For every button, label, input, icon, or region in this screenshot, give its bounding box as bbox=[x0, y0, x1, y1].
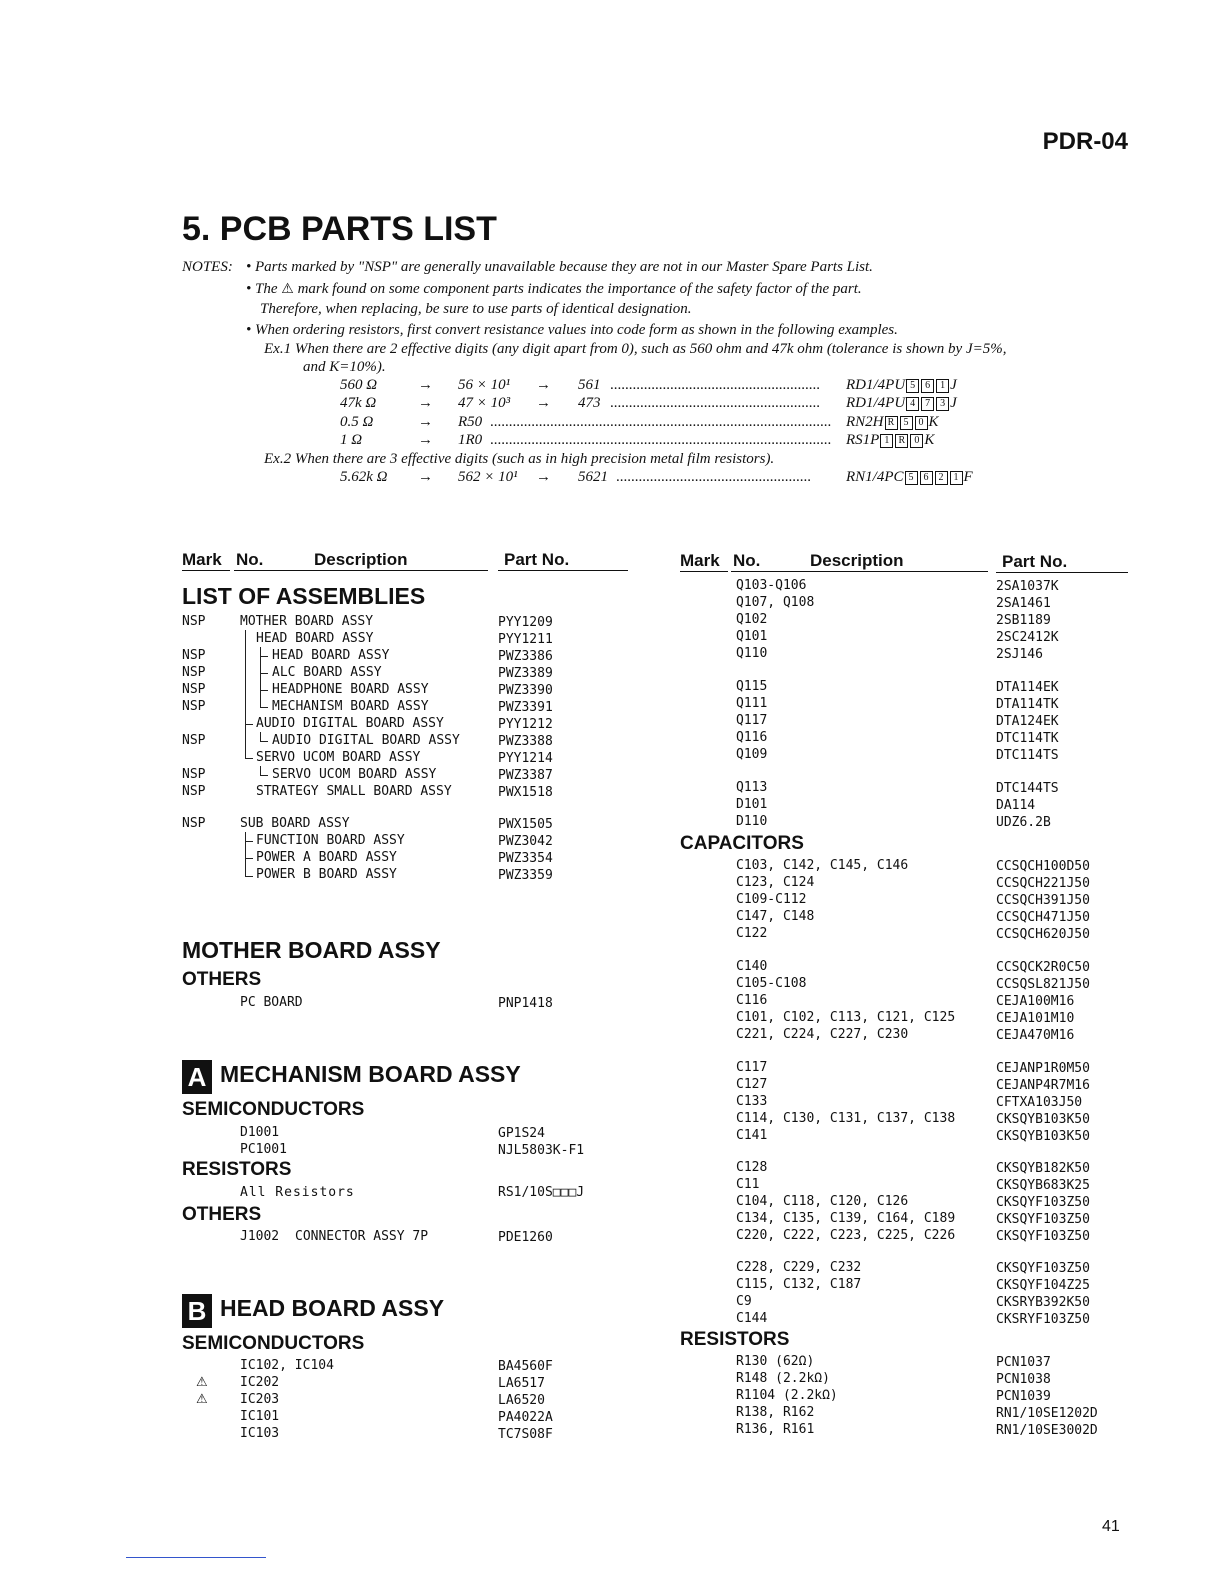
hdr-rule bbox=[498, 570, 628, 571]
list-item: D1001 bbox=[240, 1125, 280, 1140]
arrow-icon: → bbox=[418, 432, 433, 448]
example-value: 0.5 Ω bbox=[340, 414, 374, 430]
assembly-part: PWZ3386 bbox=[498, 649, 553, 664]
list-item-part: CKSQYF103Z50 bbox=[996, 1229, 1090, 1244]
list-item: IC203 bbox=[240, 1392, 280, 1407]
list-item: C103, C142, C145, C146 bbox=[736, 858, 909, 873]
list-item-part: 2SA1037K bbox=[996, 579, 1059, 594]
mech-semiconductors-heading: SEMICONDUCTORS bbox=[182, 1099, 365, 1120]
list-item-part: NJL5803K-F1 bbox=[498, 1143, 585, 1158]
tolerance: K bbox=[928, 414, 939, 430]
tree-branch bbox=[260, 656, 268, 657]
list-item-part: RN1/10SE1202D bbox=[996, 1406, 1098, 1421]
assembly-desc: SERVO UCOM BOARD ASSY bbox=[272, 767, 437, 782]
tree-branch bbox=[245, 724, 253, 725]
leader-dots: ........................................................ bbox=[610, 395, 820, 411]
tolerance: K bbox=[924, 432, 935, 448]
assembly-desc: POWER B BOARD ASSY bbox=[256, 867, 397, 882]
digit-box: 1 bbox=[880, 434, 893, 448]
mech-others-heading: OTHERS bbox=[182, 1204, 262, 1225]
example-1-heading-cont: and K=10%). bbox=[303, 359, 386, 375]
tree-branch bbox=[245, 876, 253, 877]
assembly-mark: NSP bbox=[182, 767, 206, 782]
part-prefix: RN2H bbox=[846, 414, 884, 430]
list-item-part: PCN1039 bbox=[996, 1389, 1051, 1404]
digit-box: 1 bbox=[950, 471, 963, 485]
assembly-mark: NSP bbox=[182, 733, 206, 748]
list-item-part: DTA124EK bbox=[996, 714, 1059, 729]
list-item-part: UDZ6.2B bbox=[996, 815, 1051, 830]
mechanism-board-label: MECHANISM BOARD ASSY bbox=[220, 1061, 521, 1087]
note-2a: • The bbox=[246, 281, 278, 297]
list-item-part: CKSRYB392K50 bbox=[996, 1295, 1090, 1310]
tree-branch bbox=[260, 707, 268, 708]
example-code: 561 bbox=[578, 377, 601, 393]
assembly-part: PWX1505 bbox=[498, 817, 553, 832]
list-item: Q115 bbox=[736, 679, 768, 694]
list-item: C116 bbox=[736, 993, 768, 1008]
list-item: Q109 bbox=[736, 747, 768, 762]
list-item-part: CKSQYF103Z50 bbox=[996, 1195, 1090, 1210]
list-item-part: CCSQSL821J50 bbox=[996, 977, 1090, 992]
list-item-part: PDE1260 bbox=[498, 1230, 553, 1245]
arrow-icon: → bbox=[418, 395, 433, 411]
example-value: 5.62k Ω bbox=[340, 469, 388, 485]
list-item: PC1001 bbox=[240, 1142, 287, 1157]
list-item-part: DTC144TS bbox=[996, 781, 1059, 796]
list-item: Q107, Q108 bbox=[736, 595, 815, 610]
leader-dots: ........................................................ bbox=[610, 377, 820, 393]
hdr-rule bbox=[680, 571, 728, 572]
list-item-part: CKSQYF103Z50 bbox=[996, 1261, 1090, 1276]
list-item-part: PCN1038 bbox=[996, 1372, 1051, 1387]
assembly-part: PYY1214 bbox=[498, 751, 553, 766]
left-header-no: No. bbox=[236, 550, 264, 569]
assembly-part: PYY1212 bbox=[498, 717, 553, 732]
hdr-rule bbox=[182, 570, 230, 571]
head-board-title bbox=[182, 1294, 444, 1328]
list-item-part: PCN1037 bbox=[996, 1355, 1051, 1370]
list-item-part: DTC114TK bbox=[996, 731, 1059, 746]
left-header-part-no: Part No. bbox=[504, 550, 570, 569]
list-item: C134, C135, C139, C164, C189 bbox=[736, 1211, 956, 1226]
assembly-desc: MECHANISM BOARD ASSY bbox=[272, 699, 429, 714]
warning-icon: ⚠ bbox=[281, 282, 294, 297]
tree-line bbox=[245, 630, 246, 758]
list-item: Q113 bbox=[736, 780, 768, 795]
arrow-icon: → bbox=[536, 377, 551, 393]
list-item: Q103-Q106 bbox=[736, 578, 807, 593]
list-item: C109-C112 bbox=[736, 892, 807, 907]
list-item: Q111 bbox=[736, 696, 768, 711]
head-board-label: HEAD BOARD ASSY bbox=[220, 1295, 445, 1321]
head-semiconductors-heading: SEMICONDUCTORS bbox=[182, 1333, 365, 1354]
assembly-part: PYY1209 bbox=[498, 615, 553, 630]
mechanism-board-title bbox=[182, 1060, 521, 1094]
list-item: IC202 bbox=[240, 1375, 280, 1390]
list-item: C104, C118, C120, C126 bbox=[736, 1194, 909, 1209]
arrow-icon: → bbox=[418, 414, 433, 430]
list-item: C123, C124 bbox=[736, 875, 815, 890]
assembly-desc: SERVO UCOM BOARD ASSY bbox=[256, 750, 421, 765]
arrow-icon: → bbox=[536, 395, 551, 411]
list-item-part: CCSQCH471J50 bbox=[996, 910, 1090, 925]
list-item: R1104 (2.2kΩ) bbox=[736, 1388, 838, 1403]
example-value: 47k Ω bbox=[340, 395, 377, 411]
digit-box: 5 bbox=[906, 379, 919, 393]
list-item: R148 (2.2kΩ) bbox=[736, 1371, 830, 1386]
list-item: D110 bbox=[736, 814, 768, 829]
list-item: All Resistors bbox=[240, 1185, 355, 1200]
resistors-heading: RESISTORS bbox=[680, 1329, 790, 1350]
digit-box: 3 bbox=[936, 397, 949, 411]
list-item-part: PNP1418 bbox=[498, 996, 553, 1011]
list-item: R138, R162 bbox=[736, 1405, 815, 1420]
list-item-part: DTA114EK bbox=[996, 680, 1059, 695]
list-item: IC102, IC104 bbox=[240, 1358, 334, 1373]
assembly-mark: NSP bbox=[182, 682, 206, 697]
list-item-part: DTC114TS bbox=[996, 748, 1059, 763]
example-part-code bbox=[846, 413, 939, 432]
tolerance: J bbox=[950, 377, 957, 393]
list-item: C11 bbox=[736, 1177, 760, 1192]
example-2-heading: Ex.2 When there are 3 effective digits (such as in high precision metal film resistors). bbox=[264, 451, 775, 467]
digit-box: 5 bbox=[905, 471, 918, 485]
assembly-part: PWZ3042 bbox=[498, 834, 553, 849]
assembly-desc: STRATEGY SMALL BOARD ASSY bbox=[256, 784, 452, 799]
example-expression: 47 × 10³ bbox=[458, 395, 511, 411]
page-title: 5. PCB PARTS LIST bbox=[182, 210, 497, 248]
assembly-desc: AUDIO DIGITAL BOARD ASSY bbox=[272, 733, 460, 748]
list-item: C114, C130, C131, C137, C138 bbox=[736, 1111, 956, 1126]
list-item-part: 2SC2412K bbox=[996, 630, 1059, 645]
leader-dots: .................................................... bbox=[616, 469, 811, 485]
list-item-part: BA4560F bbox=[498, 1359, 553, 1374]
list-item-part: CCSQCH391J50 bbox=[996, 893, 1090, 908]
part-prefix: RN1/4PC bbox=[846, 469, 904, 485]
list-item-part: CCSQCH620J50 bbox=[996, 927, 1090, 942]
tree-branch bbox=[260, 741, 268, 742]
notes-label: NOTES: bbox=[182, 259, 233, 275]
assembly-desc: HEAD BOARD ASSY bbox=[256, 631, 374, 646]
hdr-rule bbox=[996, 572, 1128, 573]
tree-line bbox=[260, 766, 261, 775]
list-item-part: CKSRYF103Z50 bbox=[996, 1312, 1090, 1327]
assembly-part: PWZ3389 bbox=[498, 666, 553, 681]
list-item-part: CCSQCH100D50 bbox=[996, 859, 1090, 874]
list-item-part: CEJA100M16 bbox=[996, 994, 1075, 1009]
list-item: C127 bbox=[736, 1077, 768, 1092]
list-item: Q102 bbox=[736, 612, 768, 627]
list-item-part: CEJA101M10 bbox=[996, 1011, 1075, 1026]
list-item: R136, R161 bbox=[736, 1422, 815, 1437]
tolerance: F bbox=[963, 469, 973, 485]
list-item-part: 2SJ146 bbox=[996, 647, 1043, 662]
list-item: Q117 bbox=[736, 713, 768, 728]
list-item: C147, C148 bbox=[736, 909, 815, 924]
footer-rule bbox=[126, 1557, 266, 1558]
tree-branch bbox=[260, 673, 268, 674]
assembly-part: PWZ3388 bbox=[498, 734, 553, 749]
note-2b: mark found on some component parts indicates the importance of the safety factor of the part. bbox=[297, 281, 862, 297]
part-prefix: RD1/4PU bbox=[846, 395, 906, 411]
tolerance: J bbox=[950, 395, 957, 411]
leader-dots: ........................................................................................... bbox=[490, 432, 832, 448]
mother-others-heading: OTHERS bbox=[182, 969, 262, 990]
tree-line bbox=[260, 732, 261, 741]
digit-box: 4 bbox=[906, 397, 919, 411]
note-2c: Therefore, when replacing, be sure to use parts of identical designation. bbox=[260, 301, 692, 317]
example-code: 473 bbox=[578, 395, 601, 411]
list-item-part: DA114 bbox=[996, 798, 1036, 813]
warning-icon: ⚠ bbox=[196, 1375, 208, 1390]
list-item: C141 bbox=[736, 1128, 768, 1143]
list-item: C221, C224, C227, C230 bbox=[736, 1027, 909, 1042]
tree-branch bbox=[260, 690, 268, 691]
note-3: • When ordering resistors, first convert resistance values into code form as shown in the following examples. bbox=[246, 322, 898, 338]
list-item-part: CCSQCK2R0C50 bbox=[996, 960, 1090, 975]
example-expression: 562 × 10¹ bbox=[458, 469, 518, 485]
left-header-description: Description bbox=[314, 550, 408, 569]
arrow-icon: → bbox=[418, 469, 433, 485]
mother-board-title: MOTHER BOARD ASSY bbox=[182, 937, 441, 963]
list-item-part: CEJANP1R0M50 bbox=[996, 1061, 1090, 1076]
list-item: C144 bbox=[736, 1311, 768, 1326]
assembly-mark: NSP bbox=[182, 784, 206, 799]
arrow-icon: → bbox=[536, 469, 551, 485]
list-item-part: LA6517 bbox=[498, 1376, 545, 1391]
assembly-part: PWZ3354 bbox=[498, 851, 553, 866]
list-item: Q101 bbox=[736, 629, 768, 644]
model-number: PDR-04 bbox=[1042, 128, 1128, 155]
section-badge-b: B bbox=[182, 1294, 212, 1328]
digit-box: 1 bbox=[936, 379, 949, 393]
warning-icon: ⚠ bbox=[196, 1392, 208, 1407]
digit-box: 2 bbox=[935, 471, 948, 485]
list-item: IC103 bbox=[240, 1426, 280, 1441]
list-item-part: CKSQYB182K50 bbox=[996, 1161, 1090, 1176]
list-item-part: LA6520 bbox=[498, 1393, 545, 1408]
assembly-desc: POWER A BOARD ASSY bbox=[256, 850, 397, 865]
tree-branch bbox=[245, 841, 253, 842]
list-item-part: CCSQCH221J50 bbox=[996, 876, 1090, 891]
note-1: • Parts marked by "NSP" are generally unavailable because they are not in our Master Spare Parts List. bbox=[246, 259, 873, 275]
example-value: 1 Ω bbox=[340, 432, 363, 448]
left-header-mark: Mark bbox=[182, 550, 222, 569]
assembly-part: PWZ3387 bbox=[498, 768, 553, 783]
assembly-mark: NSP bbox=[182, 699, 206, 714]
assembly-desc: HEADPHONE BOARD ASSY bbox=[272, 682, 429, 697]
list-item-part: CKSQYB103K50 bbox=[996, 1129, 1090, 1144]
mech-resistors-heading: RESISTORS bbox=[182, 1159, 292, 1180]
part-prefix: RD1/4PU bbox=[846, 377, 906, 393]
list-item-part: PA4022A bbox=[498, 1410, 553, 1425]
assembly-desc: AUDIO DIGITAL BOARD ASSY bbox=[256, 716, 444, 731]
list-item: PC BOARD bbox=[240, 995, 303, 1010]
list-item-part: CEJA470M16 bbox=[996, 1028, 1075, 1043]
example-code: 5621 bbox=[578, 469, 608, 485]
assembly-mark: NSP bbox=[182, 665, 206, 680]
list-item-part: CEJANP4R7M16 bbox=[996, 1078, 1090, 1093]
list-item: C140 bbox=[736, 959, 768, 974]
list-item-part: CFTXA103J50 bbox=[996, 1095, 1083, 1110]
list-item: C117 bbox=[736, 1060, 768, 1075]
tree-branch bbox=[260, 775, 268, 776]
digit-box: 0 bbox=[910, 434, 923, 448]
digit-box: 6 bbox=[921, 379, 934, 393]
assembly-desc: ALC BOARD ASSY bbox=[272, 665, 382, 680]
assembly-part: PWZ3391 bbox=[498, 700, 553, 715]
digit-box: 0 bbox=[915, 416, 928, 430]
arrow-icon: → bbox=[418, 377, 433, 393]
hdr-rule bbox=[731, 571, 988, 572]
hdr-rule bbox=[234, 570, 488, 571]
list-item-part: GP1S24 bbox=[498, 1126, 545, 1141]
example-value: 560 Ω bbox=[340, 377, 378, 393]
example-part-code bbox=[846, 376, 957, 395]
example-1-heading: Ex.1 When there are 2 effective digits (any digit apart from 0), such as 560 ohm and 47k ohm (tolerance is shown by J=5%, bbox=[264, 341, 1007, 357]
list-item: C228, C229, C232 bbox=[736, 1260, 862, 1275]
right-header-part-no: Part No. bbox=[1002, 552, 1068, 571]
list-item: C105-C108 bbox=[736, 976, 807, 991]
example-part-code bbox=[846, 431, 934, 450]
tree-branch bbox=[245, 758, 253, 759]
list-item: C122 bbox=[736, 926, 768, 941]
list-item-part: CKSQYF104Z25 bbox=[996, 1278, 1090, 1293]
list-item: C220, C222, C223, C225, C226 bbox=[736, 1228, 956, 1243]
list-item-part: 2SA1461 bbox=[996, 596, 1051, 611]
list-item: J1002 bbox=[240, 1229, 280, 1244]
assembly-desc: HEAD BOARD ASSY bbox=[272, 648, 390, 663]
list-item: C9 bbox=[736, 1294, 752, 1309]
leader-dots: ........................................................................................... bbox=[490, 414, 832, 430]
list-item: C128 bbox=[736, 1160, 768, 1175]
list-item: D101 bbox=[736, 797, 768, 812]
example-expression: R50 bbox=[458, 414, 483, 430]
digit-box: 6 bbox=[920, 471, 933, 485]
right-header-mark: Mark bbox=[680, 551, 720, 570]
list-item: C133 bbox=[736, 1094, 768, 1109]
digit-box: 5 bbox=[900, 416, 913, 430]
assembly-desc: MOTHER BOARD ASSY bbox=[240, 614, 374, 629]
list-item-part: CKSQYB683K25 bbox=[996, 1178, 1090, 1193]
list-item-part: RS1/10S□□□J bbox=[498, 1185, 585, 1200]
digit-box: 7 bbox=[921, 397, 934, 411]
list-item: C101, C102, C113, C121, C125 bbox=[736, 1010, 956, 1025]
assembly-part: PWZ3359 bbox=[498, 868, 553, 883]
assembly-mark: NSP bbox=[182, 614, 206, 629]
right-header-no: No. bbox=[733, 551, 761, 570]
part-prefix: RS1P bbox=[846, 432, 880, 448]
example-expression: 56 × 10¹ bbox=[458, 377, 511, 393]
page-number: 41 bbox=[1102, 1518, 1120, 1535]
assembly-part: PWX1518 bbox=[498, 785, 553, 800]
example-expression: 1R0 bbox=[458, 432, 483, 448]
list-item-part: 2SB1189 bbox=[996, 613, 1051, 628]
example-part-code bbox=[846, 468, 973, 487]
list-item: R130 (62Ω) bbox=[736, 1354, 815, 1369]
assembly-desc: SUB BOARD ASSY bbox=[240, 816, 350, 831]
digit-box: R bbox=[885, 416, 898, 430]
tree-line bbox=[245, 832, 246, 876]
assembly-desc: FUNCTION BOARD ASSY bbox=[256, 833, 405, 848]
capacitors-heading: CAPACITORS bbox=[680, 833, 804, 854]
example-part-code bbox=[846, 394, 957, 413]
section-badge-a: A bbox=[182, 1060, 212, 1094]
list-item-part: TC7S08F bbox=[498, 1427, 553, 1442]
note-2 bbox=[246, 280, 862, 299]
list-item: C115, C132, C187 bbox=[736, 1277, 862, 1292]
tree-branch bbox=[245, 858, 253, 859]
assemblies-title: LIST OF ASSEMBLIES bbox=[182, 583, 426, 609]
list-item: IC101 bbox=[240, 1409, 280, 1424]
list-item: Q116 bbox=[736, 730, 768, 745]
list-item-part: DTA114TK bbox=[996, 697, 1059, 712]
list-item-part: RN1/10SE3002D bbox=[996, 1423, 1098, 1438]
assembly-mark: NSP bbox=[182, 648, 206, 663]
assembly-part: PYY1211 bbox=[498, 632, 553, 647]
digit-box: R bbox=[895, 434, 908, 448]
assembly-part: PWZ3390 bbox=[498, 683, 553, 698]
list-item-part: CKSQYF103Z50 bbox=[996, 1212, 1090, 1227]
list-item-part: CKSQYB103K50 bbox=[996, 1112, 1090, 1127]
list-item-desc: CONNECTOR ASSY 7P bbox=[295, 1229, 429, 1244]
assembly-mark: NSP bbox=[182, 816, 206, 831]
list-item: Q110 bbox=[736, 646, 768, 661]
right-header-description: Description bbox=[810, 551, 904, 570]
